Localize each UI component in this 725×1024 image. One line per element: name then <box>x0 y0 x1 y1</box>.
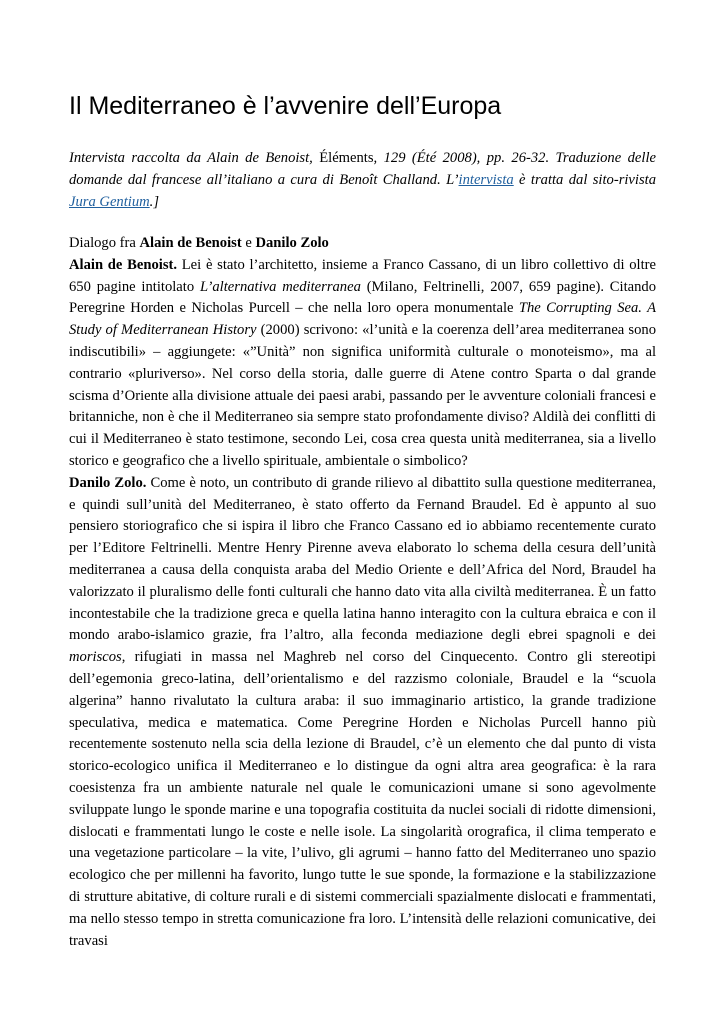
answer-text-1: Come è noto, un contributo di grande rilievo al dibattito sulla questione mediterranea, e quindi sull’unità del Mediterraneo, è stato offerto da Fernand Braudel. Ed è appunto al suo pensiero storiografico che si ispira il libro che Franco Cassano ed io abbiamo recentemente curato per l’Editore Feltrinelli. Mentre Henry Pirenne aveva elaborato lo schema della cesura dell’unità mediterranea a causa della conquista araba del Medio Oriente e dell’Africa del Nord, Braudel ha valorizzato il pluralismo delle fonti culturali che hanno dato vita alla civiltà mediterranea. È un fatto incontestabile che la tradizione greca e quella latina hanno interagito con la cultura ebraica e con il mondo arabo-islamico grazie, fra l’altro, alla feconda mediazione degli ebrei spagnoli e dei <box>69 474 656 644</box>
intervista-link[interactable]: intervista <box>458 171 514 188</box>
question-text-1: Lei è stato l’architetto, insieme a Franco Cassano, di un libro collettivo di oltre 650 pagine intitolato <box>69 256 656 295</box>
moriscos-term: moriscos <box>69 649 122 666</box>
page-title: Il Mediterraneo è l’avvenire dell’Europa <box>69 92 502 120</box>
dialogue-body <box>69 233 656 952</box>
intro-text-3: è tratta dal sito-rivista <box>513 171 656 188</box>
dialogue-joiner: e <box>241 235 256 251</box>
question-text-3: (2000) scrivono: «l’unità e la coerenza dell’area mediterranea sono indiscutibili» – aggiungete: «”Unità” non significa uniformità culturale o monoteismo», ma al contrario «pluriverso». Nel corso della storia, dalle guerre di Atene contro Sparta o dal grande scisma d’Oriente alla divisione attuale dei paesi arabi, passando per le avventure coloniali francesi e britanniche, non è che il Mediterraneo sia sempre stato profondamente diviso? Aldilà dei conflitti di cui il Mediterraneo è stato testimone, secondo Lei, cosa crea questa unità mediterranea, sia a livello storico e geografico che a livello spirituale, ambientale o simbolico? <box>69 322 656 469</box>
dialogue-prefix: Dialogo fra <box>69 235 140 251</box>
jura-gentium-link[interactable]: Jura Gentium <box>69 193 150 210</box>
book-title-1: L’alternativa mediterranea <box>199 278 361 295</box>
participant-1: Alain de Benoist <box>139 235 242 251</box>
question-speaker: Alain de Benoist. <box>69 256 178 273</box>
answer-text-2: , rifugiati in massa nel Maghreb nel corso del Cinquecento. Contro gli stereotipi dell’egemonia greco-latina, dell’orientalismo e del razzismo coloniale, Braudel e la “scuola algerina” hanno rivalutato la cultura araba: il suo immaginario artistico, la grande tradizione speculativa, medica e matematica. Come Peregrine Horden e Nicholas Purcell hanno più recentemente sostenuto nella scia della lezione di Braudel, c’è un elemento che dal punto di vista storico-ecologico unifica il Mediterraneo e lo distingue da ogni altra area geografica: è la rara coesistenza fra un ambiente naturale nel quale le comunicazioni umane si sono agevolmente sviluppate lungo le sponde marine e una topografia costituita da nuclei sociali di ridotte dimensioni, dislocati e frammentati lungo le coste e nelle isole. La singolarità orografica, il clima temperato e una vegetazione particolare – la vite, l’ulivo, gli agrumi – hanno fatto del Mediterraneo uno spazio ecologico che per millenni ha favorito, lungo tutte le sue sponde, la formazione e la stabilizzazione di strutture abitative, di colture rurali e di sistemi commerciali spazialmente dislocati e frammentati, ma nello stesso tempo in stretta comunicazione fra loro. L’intensità delle relazioni comunicative, dei travasi <box>69 649 656 949</box>
book-title-2: The Corrupting Sea. A Study of Mediterranean History <box>69 300 656 339</box>
intro-text-1: Intervista raccolta da Alain de Benoist, <box>69 150 320 166</box>
intro-note <box>69 148 656 213</box>
question-text-2: (Milano, Feltrinelli, 2007, 659 pagine). Citando Peregrine Horden e Nicholas Purcell – che nella loro opera monumentale <box>69 278 657 317</box>
participant-2: Danilo Zolo <box>255 235 329 251</box>
answer-speaker: Danilo Zolo. <box>69 474 147 491</box>
intro-text-4: .] <box>149 193 159 210</box>
dialogue-heading <box>69 233 656 255</box>
magazine-name: Éléments <box>319 150 374 166</box>
answer-paragraph <box>69 473 656 953</box>
intro-text-2: , 129 (Été 2008), pp. 26-32. Traduzione delle domande dal francese all’italiano a cura di Benoît Challand. L’ <box>69 150 656 188</box>
question-paragraph <box>69 255 656 473</box>
